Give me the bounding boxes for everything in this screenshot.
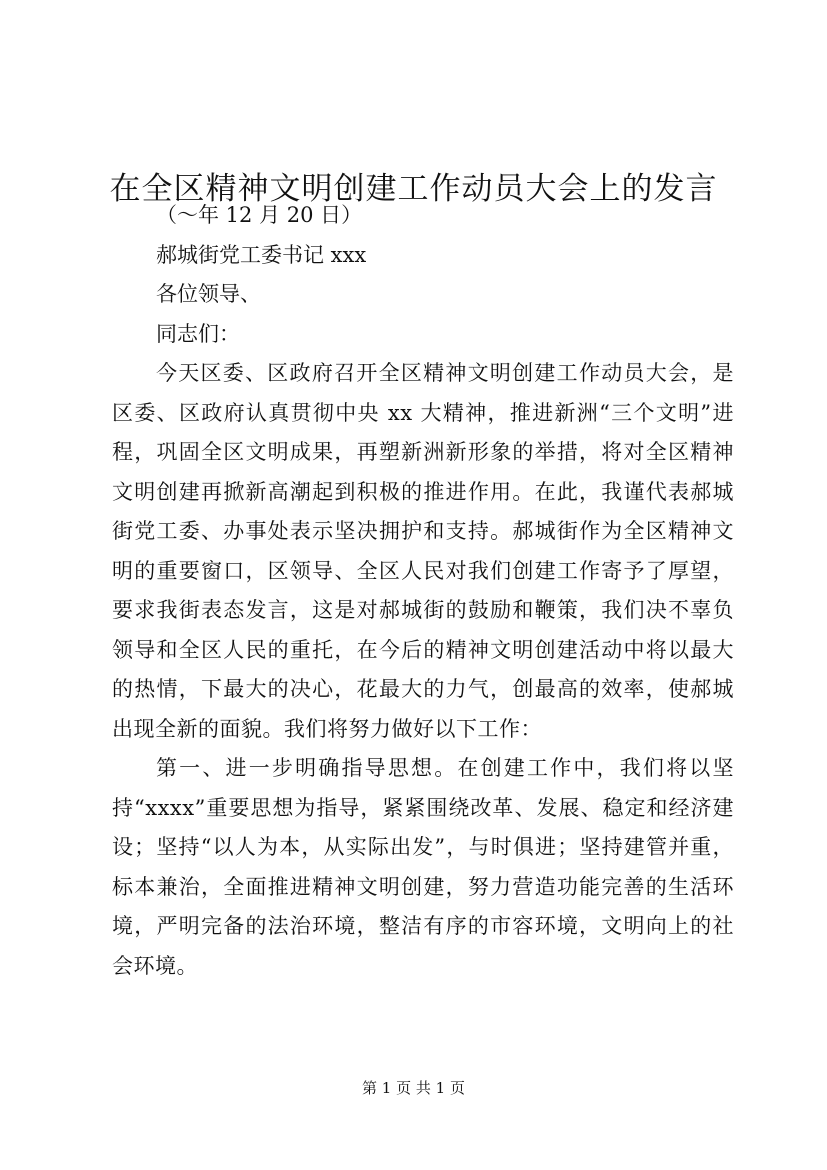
page-footer: 第 1 页 共 1 页 bbox=[362, 1079, 465, 1097]
salutation-leaders: 各位领导、 bbox=[156, 282, 261, 306]
paragraph-intro: 今天区委、区政府召开全区精神文明创建工作动员大会，是区委、区政府认真贯彻中央 xx 大精神，推进新洲“三个文明”进程，巩固全区文明成果，再塑新洲新形象的举措，将对全区精神文明创建再掀新高潮起到积极的推进作用。在此，我谨代表郝城街党工委、办事处表示坚决拥护和支持。郝城街作为全区精神文明的重要窗口，区领导、全区人民对我们创建工作寄予了厚望，要求我街表态发言，这是对郝城街的鼓励和鞭策，我们决不辜负领导和全区人民的重托，在今后的精神文明创建活动中将以最大的热情，下最大的决心，花最大的力气，创最高的效率，使郝城出现全新的面貌。我们将努力做好以下工作： bbox=[112, 361, 734, 741]
document-date: （～年 12 月 20 日） bbox=[156, 203, 363, 227]
document-body bbox=[112, 196, 734, 986]
speaker-line: 郝城街党工委书记 xxx bbox=[156, 242, 367, 267]
salutation-comrades: 同志们： bbox=[156, 321, 240, 346]
document-title: 在全区精神文明创建工作动员大会上的发言 bbox=[109, 170, 718, 207]
paragraph-first-point: 第一、进一步明确指导思想。在创建工作中，我们将以坚持“xxxx”重要思想为指导，紧紧围绕改革、发展、稳定和经济建设；坚持“以人为本，从实际出发”，与时俱进；坚持建管并重，标本兼治，全面推进精神文明创建，努力营造功能完善的生活环境，严明完备的法治环境，整洁有序的市容环境，文明向上的社会环境。 bbox=[112, 756, 734, 978]
